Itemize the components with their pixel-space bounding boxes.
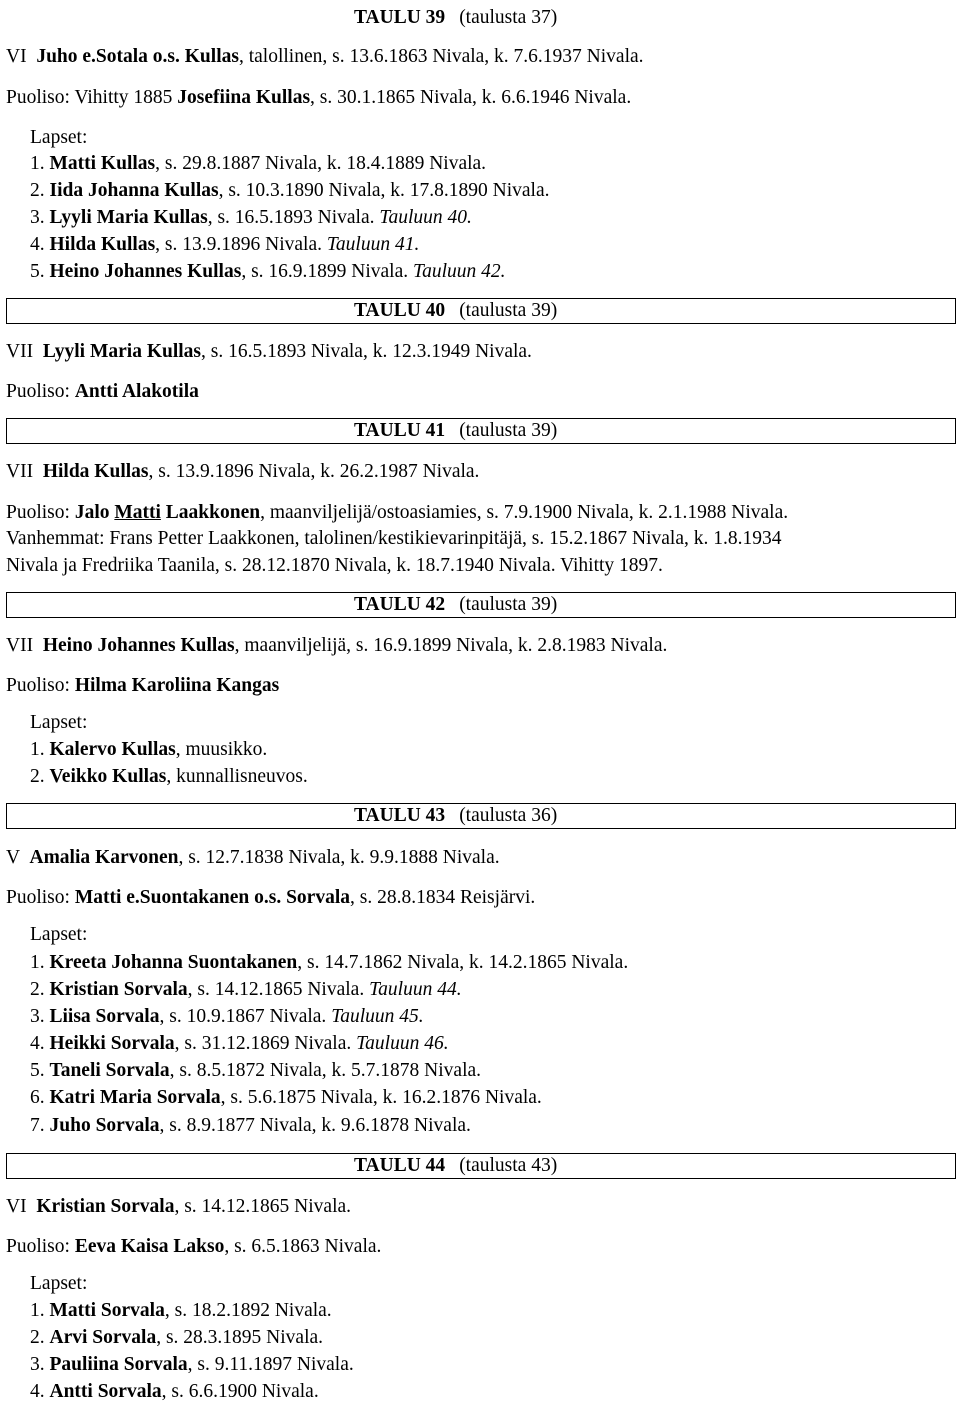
line-segment: VII xyxy=(6,341,43,362)
line-segment: Matti Sorvala xyxy=(49,1300,165,1321)
line-segment: 4. xyxy=(30,1033,50,1054)
line-segment: Puoliso: xyxy=(6,502,75,523)
line-segment: V xyxy=(6,847,30,868)
line-segment: Tauluun 46. xyxy=(356,1033,449,1054)
person-line xyxy=(6,634,667,658)
line-segment: Kreeta Johanna Suontakanen xyxy=(49,952,298,973)
section-title: TAULU 41 (taulusta 39) xyxy=(354,420,558,441)
line-segment: , s. 6.5.1863 Nivala. xyxy=(224,1236,382,1257)
line-segment: , s. 16.5.1893 Nivala. xyxy=(207,207,380,228)
line-segment: , s. 13.9.1896 Nivala, k. 26.2.1987 Nivala. xyxy=(148,461,480,482)
child-line xyxy=(30,1032,449,1056)
line-segment: Tauluun 45. xyxy=(331,1006,424,1027)
line-segment: Veikko Kullas xyxy=(49,766,167,787)
spouse-line xyxy=(6,380,199,404)
line-segment: 6. xyxy=(30,1087,50,1108)
line-segment: Nivala ja Fredriika Taanila, s. 28.12.1870 Nivala, k. 18.7.1940 Nivala. Vihitty 1897. xyxy=(6,555,663,576)
line-segment: , muusikko. xyxy=(175,739,268,760)
children-heading xyxy=(30,711,87,735)
line-segment: , s. 14.7.1862 Nivala, k. 14.2.1865 Nivala. xyxy=(297,952,629,973)
child-line xyxy=(30,1005,424,1029)
line-segment: 3. xyxy=(30,1006,50,1027)
line-segment: Puoliso: Vihitty 1885 xyxy=(6,87,178,108)
child-line xyxy=(30,951,628,975)
section-title: TAULU 44 (taulusta 43) xyxy=(354,1155,558,1176)
parents-line xyxy=(6,554,663,578)
line-segment: Tauluun 44. xyxy=(369,979,462,1000)
line-segment: 5. xyxy=(30,1060,50,1081)
section-title: TAULU 40 (taulusta 39) xyxy=(354,300,558,321)
line-segment: Jalo xyxy=(74,502,115,523)
line-segment: Matti Kullas xyxy=(49,153,156,174)
child-line xyxy=(30,233,419,257)
line-segment: VI xyxy=(6,1196,37,1217)
line-segment: Juho e.Sotala o.s. Kullas xyxy=(36,46,239,67)
children-heading xyxy=(30,1272,87,1296)
line-segment: , s. 10.3.1890 Nivala, k. 17.8.1890 Nivala. xyxy=(218,180,550,201)
line-segment: 5. xyxy=(30,261,50,282)
child-line xyxy=(30,1299,332,1323)
line-segment: Kalervo Kullas xyxy=(49,739,176,760)
person-line xyxy=(6,45,644,69)
line-segment: , s. 14.12.1865 Nivala. xyxy=(187,979,370,1000)
line-segment: 1. xyxy=(30,1300,50,1321)
person-line xyxy=(6,846,500,870)
line-segment: 2. xyxy=(30,766,50,787)
line-segment: 7. xyxy=(30,1115,50,1136)
line-segment: Laakkonen xyxy=(160,502,261,523)
line-segment: , s. 8.9.1877 Nivala, k. 9.6.1878 Nivala. xyxy=(159,1115,471,1136)
section-title: TAULU 42 (taulusta 39) xyxy=(354,594,558,615)
line-segment: 1. xyxy=(30,952,50,973)
person-line xyxy=(6,1195,351,1219)
child-line xyxy=(30,1353,354,1377)
line-segment: , s. 6.6.1900 Nivala. xyxy=(161,1381,319,1402)
line-segment: Lyyli Maria Kullas xyxy=(49,207,208,228)
section-title: TAULU 39 (taulusta 37) xyxy=(354,7,558,28)
line-segment: Arvi Sorvala xyxy=(49,1327,157,1348)
line-segment: 1. xyxy=(30,739,50,760)
line-segment: Josefiina Kullas xyxy=(177,87,311,108)
child-line xyxy=(30,1114,471,1138)
line-segment: 1. xyxy=(30,153,50,174)
line-segment: , s. 16.9.1899 Nivala. xyxy=(241,261,414,282)
children-heading xyxy=(30,126,87,150)
line-segment: , s. 5.6.1875 Nivala, k. 16.2.1876 Nivala. xyxy=(220,1087,542,1108)
child-line xyxy=(30,1086,542,1110)
children-heading xyxy=(30,923,87,947)
line-segment: Tauluun 42. xyxy=(413,261,506,282)
child-line xyxy=(30,260,506,284)
line-segment: Puoliso: xyxy=(6,1236,75,1257)
section-title: TAULU 43 (taulusta 36) xyxy=(354,805,558,826)
line-segment: Kristian Sorvala xyxy=(36,1196,175,1217)
line-segment: VII xyxy=(6,461,43,482)
line-segment: Pauliina Sorvala xyxy=(49,1354,188,1375)
line-segment: 2. xyxy=(30,979,50,1000)
line-segment: Lyyli Maria Kullas xyxy=(42,341,202,362)
line-segment: Heikki Sorvala xyxy=(49,1033,175,1054)
line-segment: , s. 13.9.1896 Nivala. xyxy=(155,234,327,255)
line-segment: VII xyxy=(6,635,43,656)
line-segment: Puoliso: xyxy=(6,381,75,402)
line-segment: 2. xyxy=(30,1327,50,1348)
line-segment: Vanhemmat: Frans Petter Laakkonen, talolinen/kestikievarinpitäjä, s. 15.2.1867 Nivala, k. 1.8.1934 xyxy=(6,528,782,549)
line-segment: , maanviljelijä, s. 16.9.1899 Nivala, k. 2.8.1983 Nivala. xyxy=(234,635,668,656)
line-segment: Hilda Kullas xyxy=(42,461,149,482)
line-segment: VI xyxy=(6,46,37,67)
line-segment: , kunnallisneuvos. xyxy=(166,766,308,787)
line-segment: , s. 28.3.1895 Nivala. xyxy=(156,1327,324,1348)
line-segment: , s. 28.8.1834 Reisjärvi. xyxy=(350,887,536,908)
child-line xyxy=(30,152,486,176)
line-segment: 4. xyxy=(30,234,50,255)
line-segment: , s. 9.11.1897 Nivala. xyxy=(187,1354,354,1375)
line-segment: 3. xyxy=(30,207,50,228)
child-line xyxy=(30,179,550,203)
line-segment: Heino Johannes Kullas xyxy=(42,635,235,656)
line-segment: Lapset: xyxy=(30,924,88,945)
line-segment: Antti Sorvala xyxy=(49,1381,162,1402)
line-segment: Lapset: xyxy=(30,712,88,733)
line-segment: Liisa Sorvala xyxy=(49,1006,160,1027)
line-segment: Hilda Kullas xyxy=(49,234,156,255)
line-segment: Eeva Kaisa Lakso xyxy=(74,1236,225,1257)
line-segment: Heino Johannes Kullas xyxy=(49,261,242,282)
line-segment: , s. 30.1.1865 Nivala, k. 6.6.1946 Nivala. xyxy=(310,87,632,108)
line-segment: Amalia Karvonen xyxy=(29,847,179,868)
line-segment: 4. xyxy=(30,1381,50,1402)
child-line xyxy=(30,765,308,789)
child-line xyxy=(30,1059,481,1083)
line-segment: Tauluun 41. xyxy=(326,234,420,255)
line-segment: , s. 8.5.1872 Nivala, k. 5.7.1878 Nivala. xyxy=(169,1060,482,1081)
child-line xyxy=(30,738,267,762)
person-line xyxy=(6,340,532,364)
line-segment: Juho Sorvala xyxy=(49,1115,160,1136)
line-segment: , s. 31.12.1869 Nivala. xyxy=(174,1033,357,1054)
line-segment: , talollinen, s. 13.6.1863 Nivala, k. 7.6.1937 Nivala. xyxy=(238,46,644,67)
line-segment: , maanviljelijä/ostoasiamies, s. 7.9.1900 Nivala, k. 2.1.1988 Nivala. xyxy=(260,502,789,523)
spouse-line xyxy=(6,886,535,910)
spouse-line xyxy=(6,86,631,110)
spouse-line xyxy=(6,1235,381,1259)
line-segment: Lapset: xyxy=(30,1273,88,1294)
line-segment: 2. xyxy=(30,180,50,201)
line-segment: Iida Johanna Kullas xyxy=(49,180,219,201)
line-segment: Puoliso: xyxy=(6,675,75,696)
child-line xyxy=(30,1380,319,1404)
spouse-line xyxy=(6,501,788,525)
parents-line xyxy=(6,527,782,551)
line-segment: , s. 14.12.1865 Nivala. xyxy=(174,1196,352,1217)
line-segment: , s. 18.2.1892 Nivala. xyxy=(164,1300,332,1321)
line-segment: Kristian Sorvala xyxy=(49,979,188,1000)
line-segment: , s. 10.9.1867 Nivala. xyxy=(159,1006,332,1027)
line-segment: , s. 12.7.1838 Nivala, k. 9.9.1888 Nivala. xyxy=(178,847,500,868)
line-segment: Matti xyxy=(114,502,161,523)
child-line xyxy=(30,978,462,1002)
person-line xyxy=(6,460,479,484)
line-segment: Matti e.Suontakanen o.s. Sorvala xyxy=(74,887,351,908)
line-segment: Puoliso: xyxy=(6,887,75,908)
line-segment: Tauluun 40. xyxy=(379,207,472,228)
line-segment: 3. xyxy=(30,1354,50,1375)
child-line xyxy=(30,206,472,230)
child-line xyxy=(30,1326,323,1350)
spouse-line xyxy=(6,674,279,698)
line-segment: Hilma Karoliina Kangas xyxy=(74,675,280,696)
line-segment: Taneli Sorvala xyxy=(49,1060,170,1081)
line-segment: Antti Alakotila xyxy=(74,381,199,402)
line-segment: , s. 16.5.1893 Nivala, k. 12.3.1949 Nivala. xyxy=(201,341,532,362)
line-segment: Lapset: xyxy=(30,127,88,148)
line-segment: Katri Maria Sorvala xyxy=(49,1087,221,1108)
line-segment: , s. 29.8.1887 Nivala, k. 18.4.1889 Nivala. xyxy=(155,153,487,174)
